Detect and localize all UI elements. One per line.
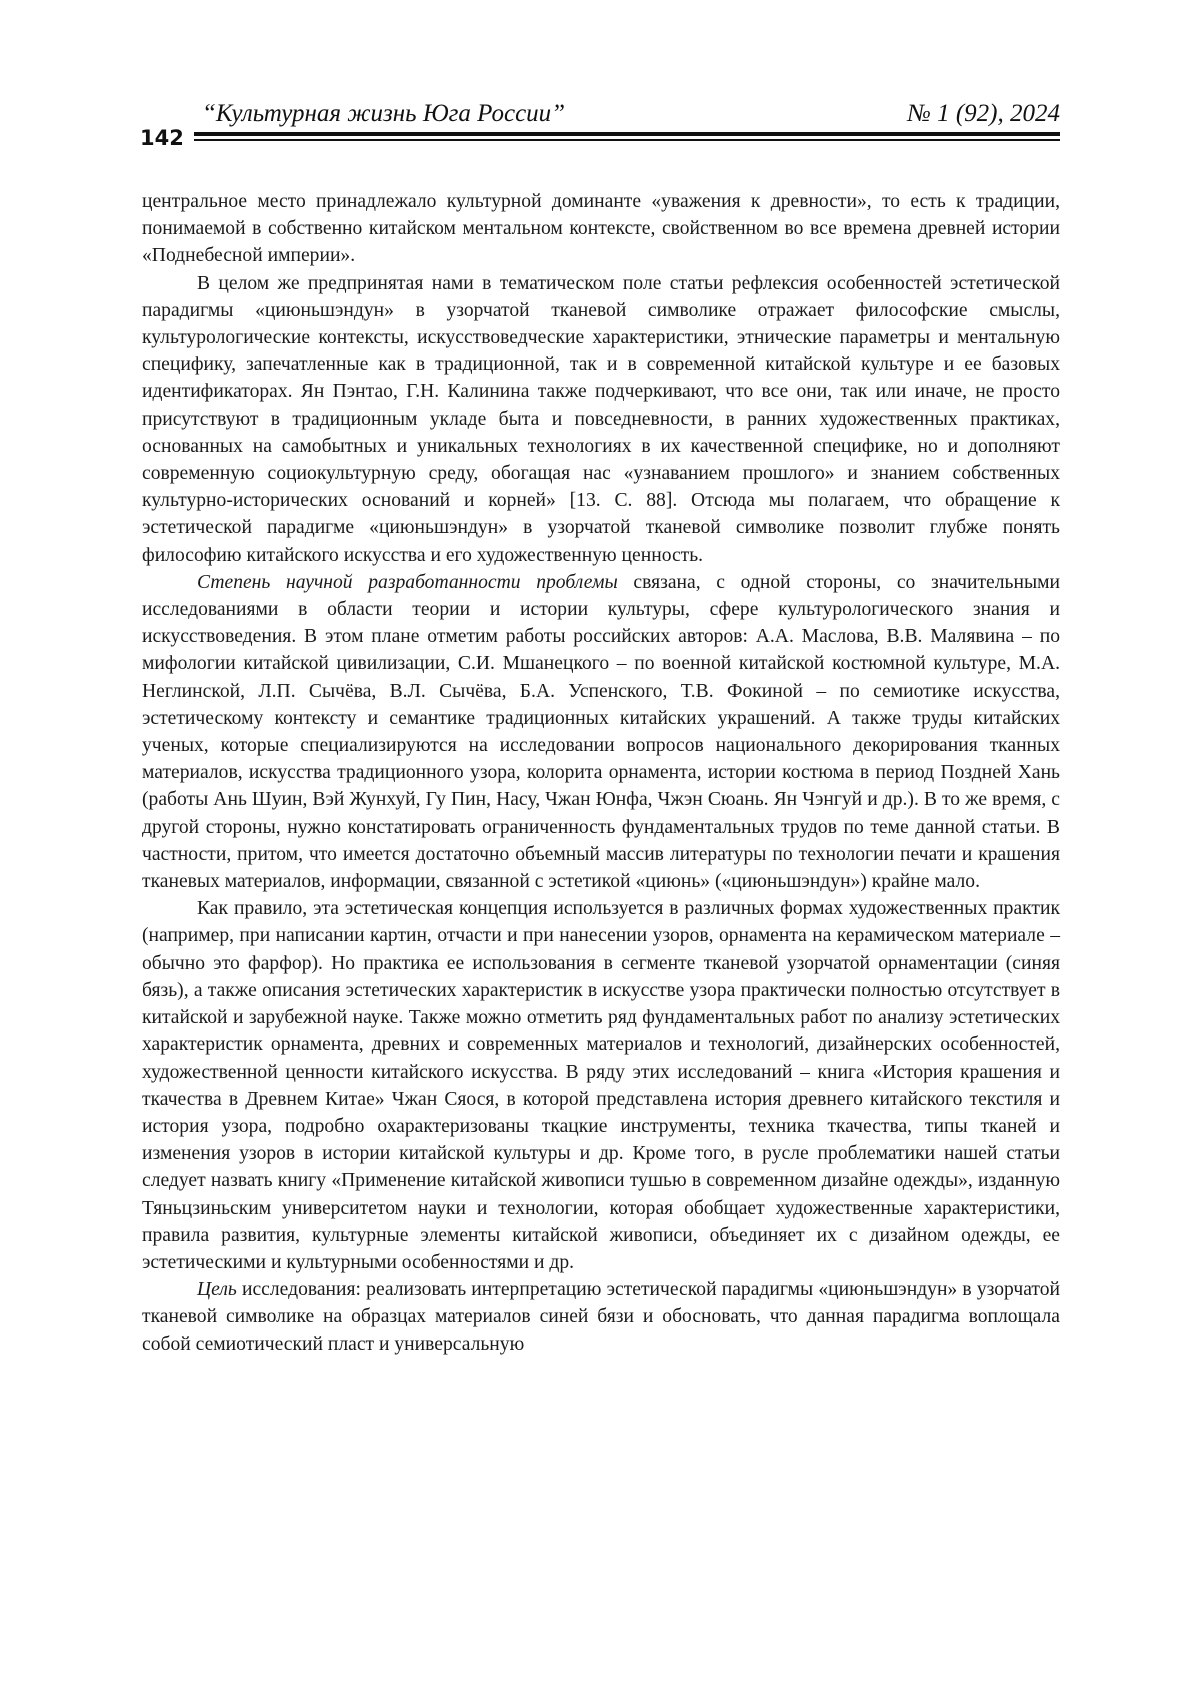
- paragraph-practice: [142, 895, 1060, 1276]
- paragraph-text: связана, с одной стороны, со значительными исследованиями в области теории и истории культуры, сфере культурологического знания и искусствоведения. В этом плане отметим работы российских авторов: А.А. Маслова, В.В. Малявина – по мифологии китайской цивилизации, С.И. Мшанецкого – по военной китайской костюмной культуре, М.А. Неглинской, Л.П. Сычёва, В.Л. Сычёва, Б.А. Успенского, Т.В. Фокиной – по семиотике искусства, эстетическому контексту и семантике традиционных китайских украшений. А также труды китайских ученых, которые специализируются на исследовании вопросов национального декорирования тканных материалов, искусства традиционного узора, колорита орнамента, истории костюма в период Поздней Хань (работы Ань Шуин, Вэй Жунхуй, Гу Пин, Насу, Чжан Юнфа, Чжэн Сюань. Ян Чэнгуй и др.). В то же время, с другой стороны, нужно констатировать ограниченность фундаментальных трудов по теме данной статьи. В частности, притом, что имеется достаточно объемный массив литературы по технологии печати и крашения тканевых материалов, информации, связанной с эстетикой «циюнь» («циюньшэндун») крайне мало.: [142, 572, 1060, 892]
- paragraph-continuation: [142, 188, 1060, 270]
- paragraph-text: исследования: реализовать интерпретацию эстетической парадигмы «циюньшэндун» в узорчатой тканевой символике на образцах материалов синей бязи и обосновать, что данная парадигма воплощала собой семиотический пласт и универсальную: [142, 1279, 1060, 1354]
- journal-title: “Культурная жизнь Юга России”: [202, 100, 565, 128]
- paragraph-research-state: [142, 569, 1060, 895]
- journal-page: [0, 0, 1200, 1698]
- paragraph-lead-italic: Цель: [197, 1279, 237, 1300]
- paragraph-reflection: [142, 270, 1060, 569]
- paragraph-text: В целом же предпринятая нами в тематическом поле статьи рефлексия особенностей эстетической парадигмы «циюньшэндун» в узорчатой тканевой символике отражает философские смыслы, культурологические контексты, искусствоведческие характеристики, этнические параметры и ментальную специфику, запечатленные как в традиционной, так и в современной китайской культуре и ее базовых идентификаторах. Ян Пэнтао, Г.Н. Калинина также подчеркивают, что все они, так или иначе, не просто присутствуют в традиционным укладе быта и повседневности, в ранних художественных практиках, основанных на самобытных и уникальных технологиях в их качественной специфике, но и дополняют современную социокультурную среду, обогащая нас «узнаванием прошлого» и знанием собственных культурно-исторических оснований и корней» [13. С. 88]. Отсюда мы полагаем, что обращение к эстетической парадигме «циюньшэндун» в узорчатой тканевой символике позволит глубже понять философию китайского искусства и его художественную ценность.: [142, 273, 1060, 566]
- paragraph-lead-italic: Степень научной разработанности проблемы: [197, 572, 618, 593]
- header-rule-thin: [194, 139, 1060, 141]
- article-body: [142, 188, 1060, 1358]
- running-header: [140, 100, 1060, 150]
- paragraph-goal: [142, 1276, 1060, 1358]
- issue-number: № 1 (92), 2024: [907, 100, 1060, 128]
- page-number: 142: [140, 126, 184, 150]
- paragraph-text: центральное место принадлежало культурной доминанте «уважения к древности», то есть к традиции, понимаемой в собственно китайском ментальном контексте, свойственном во все времена древней истории «Поднебесной империи».: [142, 191, 1060, 266]
- header-rule-thick: [194, 132, 1060, 136]
- paragraph-text: Как правило, эта эстетическая концепция используется в различных формах художественных практик (например, при написании картин, отчасти и при нанесении узоров, орнамента на керамическом материале – обычно это фарфор). Но практика ее использования в сегменте тканевой узорчатой орнаментации (синяя бязь), а также описания эстетических характеристик в искусстве узора практически полностью отсутствует в китайской и зарубежной науке. Также можно отметить ряд фундаментальных работ по анализу эстетических характеристик орнамента, древних и современных материалов и технологий, дизайнерских особенностей, художественной ценности китайского искусства. В ряду этих исследований – книга «История крашения и ткачества в Древнем Китае» Чжан Сяося, в которой представлена история древнего китайского текстиля и история узора, подробно охарактеризованы ткацкие инструменты, техника ткачества, типы тканей и изменения узоров в истории китайской культуры и др. Кроме того, в русле проблематики нашей статьи следует назвать книгу «Применение китайской живописи тушью в современном дизайне одежды», изданную Тяньцзиньским университетом науки и технологии, которая обобщает художественные характеристики, правила развития, культурные элементы китайской живописи, объединяет их с дизайном одежды, ее эстетическими и культурными особенностями и др.: [142, 898, 1060, 1273]
